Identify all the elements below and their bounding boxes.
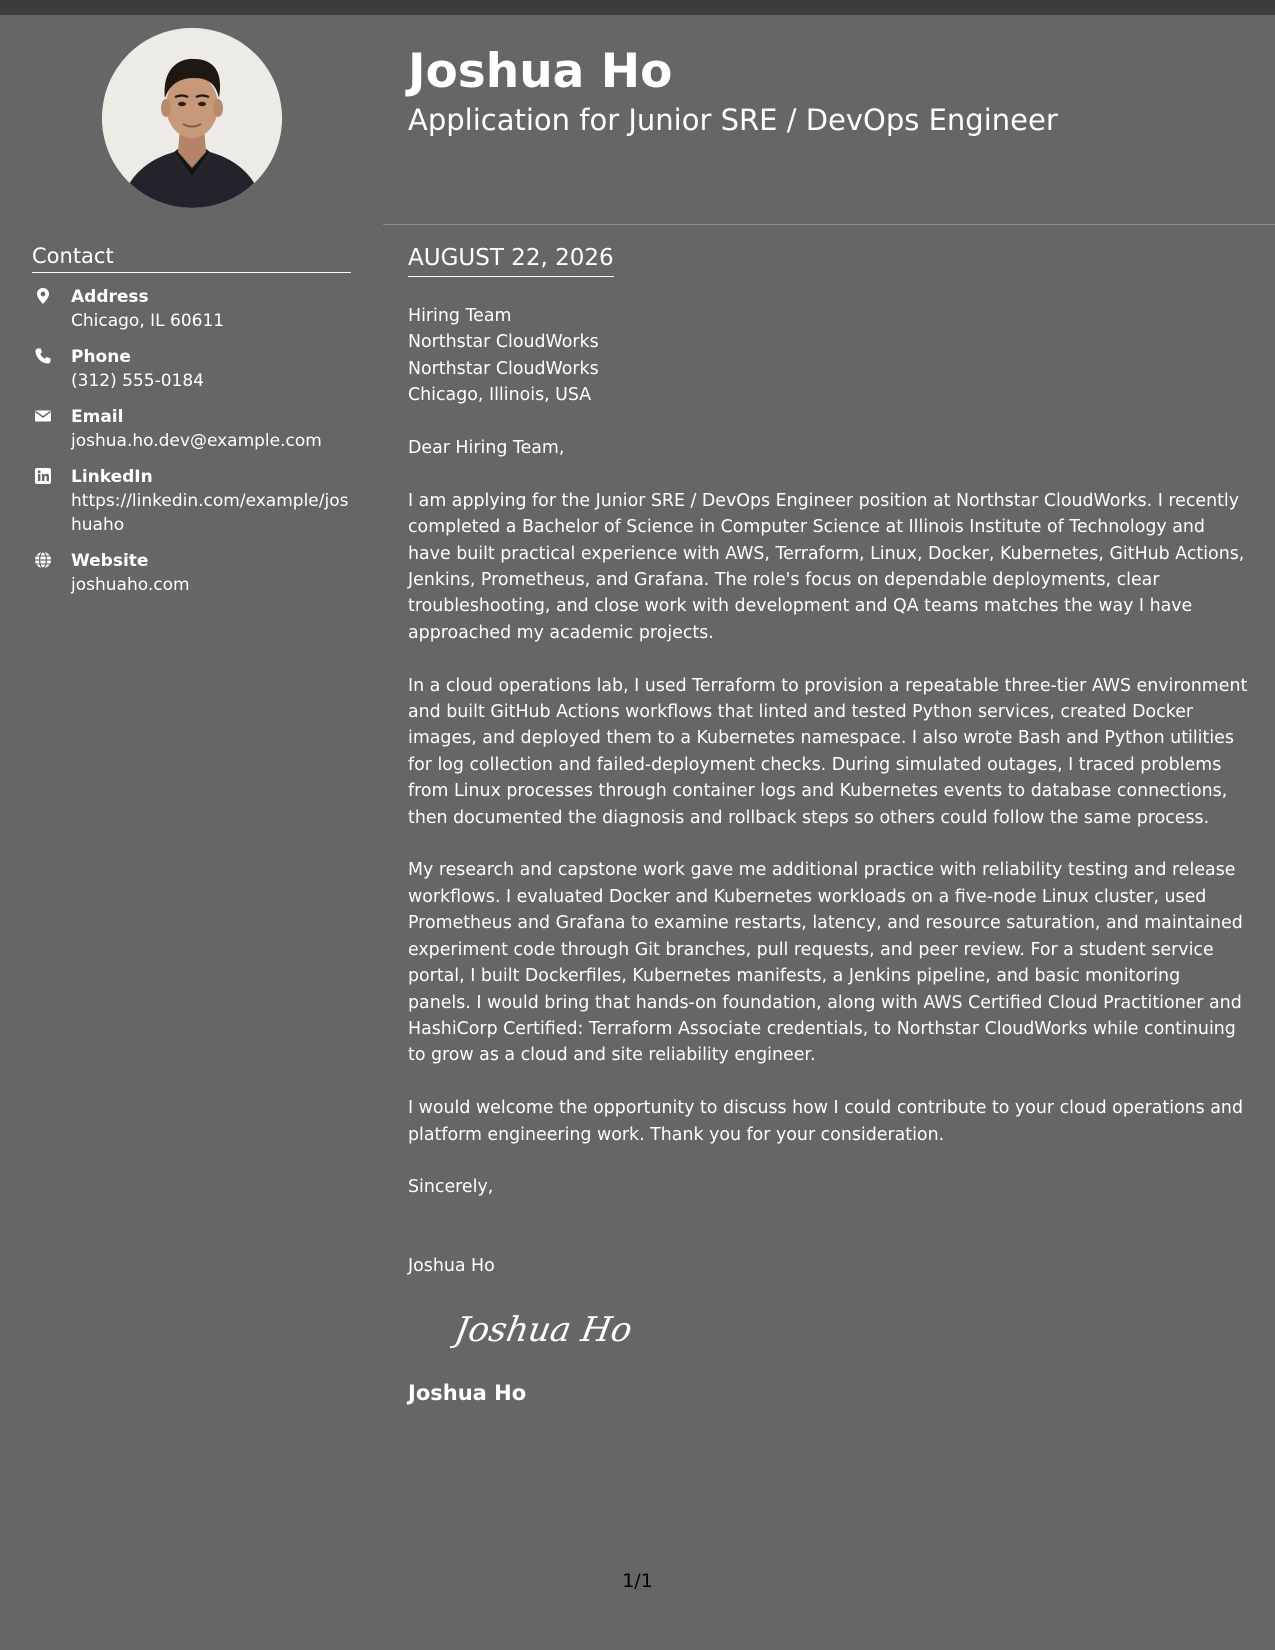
contact-list bbox=[32, 285, 357, 609]
top-bar bbox=[0, 0, 1275, 15]
body-paragraph: In a cloud operations lab, I used Terraform to provision a repeatable three-tier AWS environment and built GitHub Actions workflows that linted and tested Python services, created Docker images, and deployed them to a Kubernetes namespace. I also wrote Bash and Python utilities for log collection and failed-deployment checks. During simulated outages, I traced problems from Linux processes through container logs and Kubernetes events to database connections, then documented the diagnosis and rollback steps so others could follow the same process. bbox=[408, 675, 1248, 828]
applicant-name: Joshua Ho bbox=[408, 44, 673, 99]
contact-value: (312) 555-0184 bbox=[71, 371, 204, 391]
body-paragraph: My research and capstone work gave me additional practice with reliability testing and release workflows. I evaluated Docker and Kubernetes workloads on a five-node Linux cluster, used Prometheus and Grafana to examine restarts, latency, and resource saturation, and maintained experiment code through Git branches, pull requests, and peer review. For a student service portal, I built Dockerfiles, Kubernetes manifests, a Jenkins pipeline, and basic monitoring panels. I would bring that hands-on foundation, along with AWS Certified Cloud Practitioner and HashiCorp Certified: Terraform Associate credentials, to Northstar CloudWorks while continuing to grow as a cloud and site reliability engineer. bbox=[408, 860, 1243, 1066]
contact-label: LinkedIn bbox=[71, 467, 153, 487]
letter-body bbox=[408, 303, 1248, 1407]
phone-icon bbox=[34, 347, 52, 365]
svg-text:Joshua Ho: Joshua Ho bbox=[451, 1310, 636, 1351]
website-link[interactable]: joshuaho.com bbox=[71, 575, 190, 595]
header-divider bbox=[383, 224, 1275, 225]
contact-phone bbox=[32, 345, 357, 393]
contact-website bbox=[32, 549, 357, 597]
profile-photo bbox=[102, 28, 282, 208]
final-name: Joshua Ho bbox=[408, 1381, 527, 1406]
contact-label: Website bbox=[71, 551, 149, 571]
body-paragraph: I would welcome the opportunity to discuss how I could contribute to your cloud operations and platform engineering work. Thank you for your consideration. bbox=[408, 1098, 1243, 1145]
linkedin-link[interactable]: https://linkedin.com/example/joshuaho bbox=[71, 491, 349, 535]
contact-label: Phone bbox=[71, 347, 131, 367]
application-title: Application for Junior SRE / DevOps Engineer bbox=[408, 103, 1058, 137]
signer-name: Joshua Ho bbox=[408, 1255, 495, 1276]
email-link[interactable]: joshua.ho.dev@example.com bbox=[71, 431, 322, 451]
closing: Sincerely, bbox=[408, 1177, 494, 1198]
page-number: 1/1 bbox=[622, 1570, 653, 1592]
map-pin-icon bbox=[34, 287, 52, 305]
contact-address bbox=[32, 285, 357, 333]
handwritten-signature bbox=[450, 1303, 1248, 1353]
contact-label: Email bbox=[71, 407, 124, 427]
recipient-block bbox=[408, 303, 1248, 409]
recipient-line: Northstar CloudWorks bbox=[408, 358, 599, 379]
salutation: Dear Hiring Team, bbox=[408, 438, 565, 459]
recipient-line: Northstar CloudWorks bbox=[408, 332, 599, 353]
linkedin-icon bbox=[34, 467, 52, 485]
avatar bbox=[102, 28, 282, 208]
globe-icon bbox=[34, 551, 52, 569]
cover-letter-page bbox=[0, 15, 1275, 1650]
letter-date: AUGUST 22, 2026 bbox=[408, 243, 614, 277]
recipient-line: Hiring Team bbox=[408, 306, 512, 326]
contact-email bbox=[32, 405, 357, 453]
contact-label: Address bbox=[71, 287, 149, 307]
recipient-line: Chicago, Illinois, USA bbox=[408, 385, 592, 406]
body-paragraph: I am applying for the Junior SRE / DevOps Engineer position at Northstar CloudWorks. I recently completed a Bachelor of Science in Computer Science at Illinois Institute of Technology and have built practical experience with AWS, Terraform, Linux, Docker, Kubernetes, GitHub Actions, Jenkins, Prometheus, and Grafana. The role's focus on dependable deployments, clear troubleshooting, and close work with development and QA teams matches the way I have approached my academic projects. bbox=[408, 490, 1245, 643]
contact-value: Chicago, IL 60611 bbox=[71, 311, 225, 331]
contact-heading: Contact bbox=[32, 241, 351, 273]
contact-linkedin bbox=[32, 465, 357, 537]
envelope-icon bbox=[34, 407, 52, 425]
